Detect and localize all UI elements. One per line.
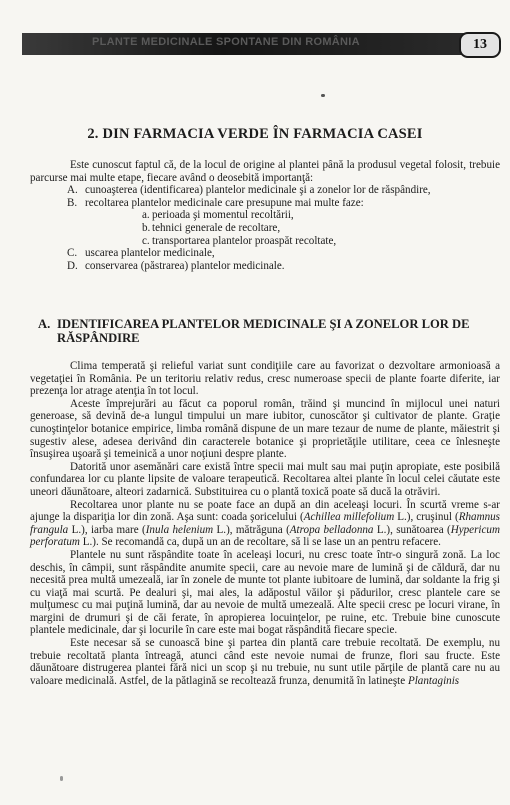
page-number: 13 <box>459 32 501 58</box>
paragraph-1: Clima temperată şi relieful variat sunt condiţiile care au favorizat o dezvoltare armonioasă a vegetaţiei în România. Pe un teritoriu relativ redus, cresc numeroase specii de plante foarte diferite, iar prezenţa lor atrage atenţia în tot locul. <box>30 360 500 398</box>
list-item: B. recoltarea plantelor medicinale care presupune mai multe faze: <box>67 196 364 209</box>
substeps-list <box>142 209 500 247</box>
list-item: b. tehnici generale de recoltare, <box>142 221 281 234</box>
chapter-title: 2. DIN FARMACIA VERDE ÎN FARMACIA CASEI <box>87 126 423 142</box>
list-item: D. conservarea (păstrarea) plantelor medicinale. <box>67 259 285 272</box>
list-item: A. cunoaşterea (identificarea) plantelor medicinale şi a zonelor lor de răspândire, <box>67 184 431 197</box>
list-item: C. uscarea plantelor medicinale, <box>67 247 215 260</box>
paragraph-2: Aceste împrejurări au făcut ca poporul român, trăind şi muncind în mijlocul unei naturi generoase, să devină de-a lungul timpului un mare iubitor, cunoscător şi cultivator de plante. Graţie cunoştinţelor botanice empirice, limba română dispune de un mare tezaur de nume de plante, măiestrit şi sugestiv alese, adesea derivând din caracterele botanice şi proprietăţile utilitare, ceea ce înlesneşte însuşirea uşoară şi temeinică a unor noţiuni despre plante. <box>30 397 500 461</box>
scan-speck <box>321 94 325 97</box>
header-band <box>22 33 467 55</box>
running-title: PLANTE MEDICINALE SPONTANE DIN ROMÂNIA <box>92 36 360 48</box>
list-item: c. transportarea plantelor proaspăt recoltate, <box>142 234 337 247</box>
paragraph-4: Recoltarea unor plante nu se poate face an după an din aceleaşi locuri. În scurtă vreme s-ar ajunge la dispariţia lor din zonă. Aşa sunt: coada şoricelului (Achillea millefolium L.), cruşinul (Rhamnus frangula L.), iarba mare (Inula helenium L.), mătrăguna (Atropa belladonna L.), sunătoarea (Hypericum perforatum L.). Se recomandă ca, după un an de recoltare, să li se lase un an pentru refacere. <box>30 498 500 549</box>
running-header <box>22 33 500 55</box>
scan-speck <box>60 776 63 781</box>
steps-list-part1 <box>67 184 500 209</box>
paragraph-5: Plantele nu sunt răspândite toate în aceleaşi locuri, nu cresc toate într-o singură zonă. La loc deschis, în câmpii, sunt răspândite anumite specii, care au nevoie mare de lumină şi de căldură, dar nu necesită prea multă umezeală, iar în zonele de munte tot plante iubitoare de lumină, dar soldante la frig şi cu viaţă mai scurtă. Pe dealuri şi, mai ales, la adăpostul văilor şi pădurilor, cresc plantele care se mulţumesc cu mai puţină lumină, dar au nevoie de multă umezeală. Alte specii cresc pe locuri virane, în margini de drumuri şi de căi ferate, în apropierea locuinţelor, pe ruine, etc. Trebuie bine cunoscute plantele medicinale, dar şi locurile în care este mai bogat răspândită fiecare specie. <box>30 548 500 637</box>
section-title-line1: IDENTIFICAREA PLANTELOR MEDICINALE ŞI A ZONELOR LOR DE <box>57 317 470 331</box>
list-item: a. perioada şi momentul recoltării, <box>142 209 294 222</box>
section-letter: A. <box>38 317 51 331</box>
section-heading <box>38 318 478 345</box>
intro-paragraph: Este cunoscut faptul că, de la locul de origine al plantei până la produsul vegetal folosit, trebuie parcurse mai multe etape, fiecare având o deosebită importanţă: <box>30 159 500 184</box>
section-title-line2: RĂSPÂNDIRE <box>57 330 140 345</box>
section-body <box>30 360 500 687</box>
intro-block <box>30 159 500 272</box>
paragraph-3: Datorită unor asemănări care există între specii mai mult sau mai puţin apropiate, este posibilă confundarea lor cu plante lipsite de valoare terapeutică. Recoltarea altei plante în locul celei căutate este uneori dăunătoare, alteori zadarnică. Substituirea cu o plantă toxică poate să ducă la otrăviri. <box>30 460 500 498</box>
paragraph-6: Este necesar să se cunoască bine şi partea din plantă care trebuie recoltată. De exemplu, nu trebuie recoltată planta întreagă, atunci când este nevoie numai de frunze, flori sau fructe. Este dăunătoare distrugerea plantei fără nici un scop şi nu trebuie, nu sunt utile părţile de plantă care nu au valoare medicinală. Astfel, de la pătlagină se recoltează frunza, denumită în latineşte Plantaginis <box>30 637 500 687</box>
steps-list-part2 <box>67 247 500 272</box>
